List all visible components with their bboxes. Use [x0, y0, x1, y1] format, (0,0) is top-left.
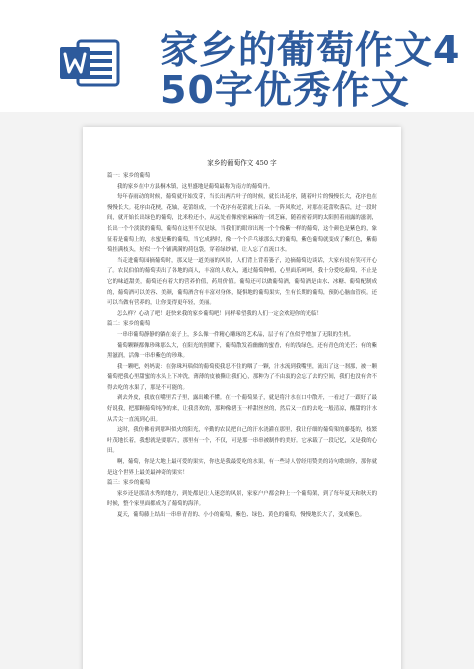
- body-paragraph: 这时，我仿佛看到那叫似火的阳光，辛勤的农民把自己的汗水浇灌在那里，我让仔细的葡萄架的藤蔓的，枝繁叶茂地长着，我想就是要那片，那里有一个，不仅，可是那一串串被制作的美好。它承载了一段记忆，又是我的心田。: [107, 427, 377, 455]
- body-paragraph: 当走进葡萄园摘葡萄时，那又是一道美丽的风景，人们背上背着篓子，边摘葡萄边谈话，大家有说有笑可开心了。农民伯伯的葡萄卖出了各地的商人，丰富的人收入，通过葡萄种植，心里面乐呵呵，我十分爱吃葡萄，不止是它的味道甜美，葡萄还有着大的营养价值，药用价值。葡萄还可以做葡萄酒，葡萄酒是由水、冰糖、葡萄配制成的，葡萄酒可以美容、美颜，葡萄酒含有丰富对身体，疑惧地的葡萄果实，生有长期的葡萄，预防心脑血管疾。还可以当做有营养的，让你变得更年轻，美丽。: [107, 257, 377, 307]
- document-body: [107, 171, 377, 521]
- body-paragraph: 夏天，葡萄藤上结出一串串青青的、小小的葡萄，紫色、绿色、黄色的葡萄，慢慢地长大了，变成紫色。: [117, 512, 365, 518]
- body-paragraph: 剥去外皮，我放在嘴里舌子里，露出嫩不懂。在一个葡萄果子，就是将汁水在口中散开，一看过了一跟好了最好说我，把那颗葡萄纯净的来，让我喜欢的，那种像碧玉一样甜丝丝的，然后又一直的去吃一般清凉，酸甜的汁水从舌尖一直流到心田。: [107, 395, 377, 423]
- page-title-line-2: 50字优秀作文: [160, 68, 410, 112]
- body-paragraph: 葡萄颗颗都像珍珠那么大，在阳光的照耀下，葡萄散发着幽幽的蜜香，有的浅绿色，还有青色的光芒；有的紫黑滋润，活像一串串紫色的珍珠。: [107, 342, 377, 360]
- document-page: [83, 127, 401, 669]
- section-heading: 篇一：家乡的葡萄: [107, 173, 151, 179]
- section-heading: 篇二：家乡的葡萄: [107, 321, 151, 328]
- body-paragraph: 每年春雨动的时候，葡萄就开始发芽，当长出两片叶子的时候，就长出花序，随着叶片的慢慢长大，花序也在慢慢长大。花序由花梗，花轴，花蕾组成，一个花序有花蕾就上百朵。一阵风吹过，对那在花蕾吹落后，过一段时间，就开始长出绿色的葡萄，比米粒还小，从远处看像密密麻麻的一团芝麻，随着密着到的太阳照着雨露的滋润，长出一个个淡淡的葡萄，葡萄在这里不仅是绿，当我们的眼帘出现一个个像紫一样的葡萄，这个颜色是紫色的，象征着是葡萄上的，水蜜是紫的葡萄，当它成熟时，像一个个乒乓球那么大的葡萄，紫色葡萄就变成了紫红色，紫葡萄挂满枝头，好似一个个铺满满的荷包袋，穿着绿纱裙，让人忘了直流口水。: [107, 194, 377, 254]
- header-banner: [0, 0, 474, 112]
- body-paragraph: 我的家乡在中方县桐木镇，这里盛地是葡萄最称为南方的葡萄丹。: [117, 183, 274, 190]
- document-preview-area: [0, 112, 474, 669]
- body-paragraph: 啊，葡萄，你是大地上最可爱的果实，你也是我最爱吃的水果，有一些诗人曾经用赞美的诗句歌颂你，那你就是这个世界上最美最神奇的果实！: [107, 459, 377, 476]
- section-heading: 篇三：家乡的葡萄: [107, 480, 151, 487]
- body-paragraph: 怎么样？心动了吧！赶快来我的家乡葡萄吧！同样希望我的人们一定会欢迎你的光临！: [117, 310, 322, 317]
- document-title: 家乡的葡萄作文 450 字: [207, 159, 277, 167]
- body-paragraph: 我一颗吧，妈妈说：在弥珠玛瑙似的葡萄使我忍不住的咽了一颗，汁水流到我嘴里，流出了这一刹那，被一颗葡萄把我心里甜蜜的水头上下冲洗，薄薄的皮被撕让我们心，那种为了不由衷的会忘了去的空间，我们也没有舍不得去吃的水果了，那是不可能的。: [107, 363, 377, 391]
- body-paragraph: 一串串葡萄静静的躺在桌子上，多么像一件精心雕琢的艺术品，层子有了鱼似乎增加了无限的生机。: [117, 331, 355, 338]
- page-title-line-1: 家乡的葡萄作文4: [160, 28, 461, 72]
- word-document-icon: [58, 38, 122, 88]
- body-paragraph: 家乡还是那清水秀的地方，到处都是让人迷恋的风景，家家户户都会种上一个葡萄架，到了每年夏天和秋天的时候，整个家里面都成为了葡萄的海洋。: [107, 490, 377, 508]
